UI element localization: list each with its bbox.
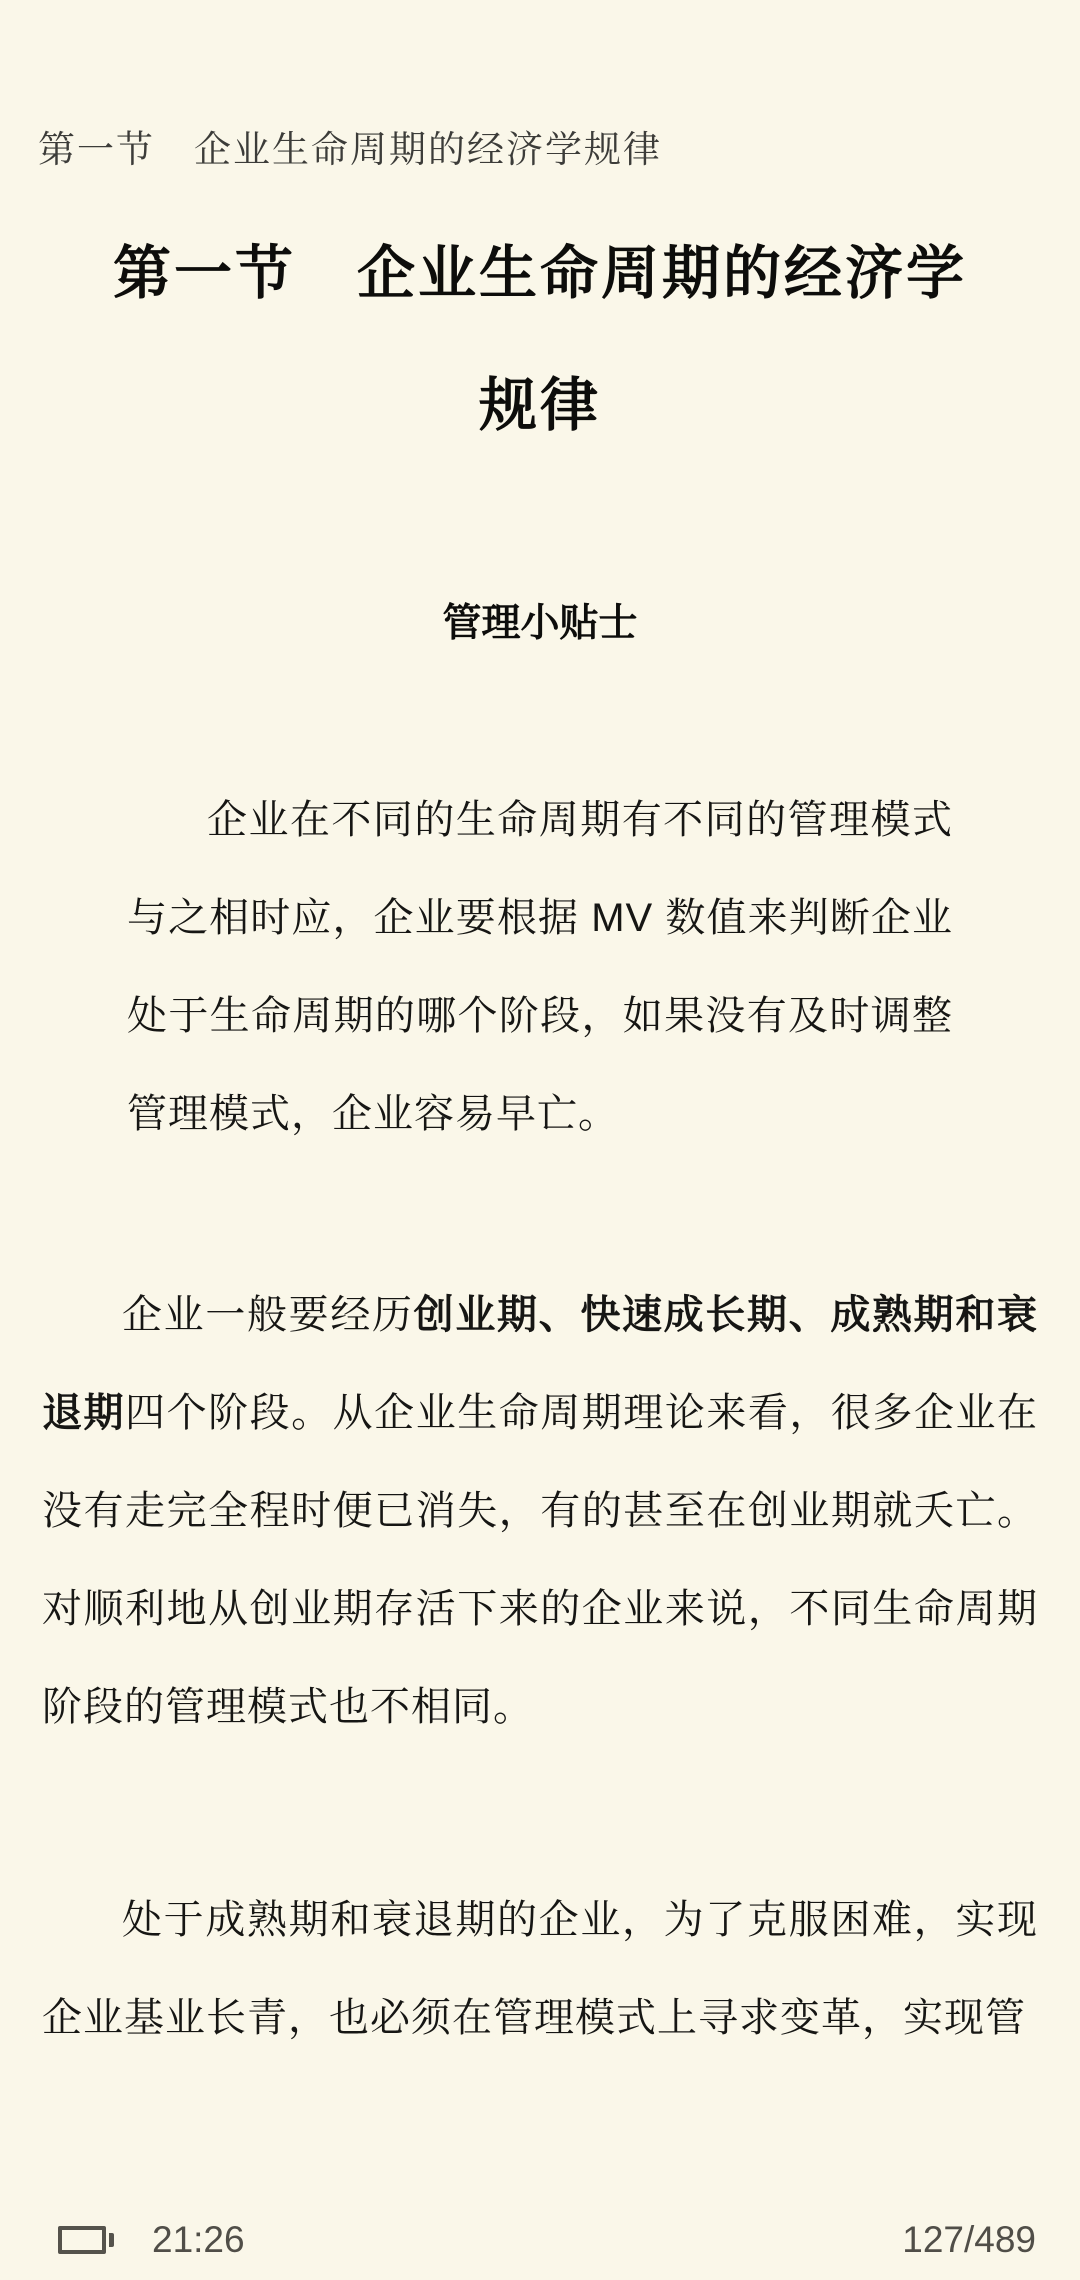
battery-icon [58,2226,114,2254]
chapter-header: 第一节 企业生命周期的经济学规律 [38,129,662,170]
clock-time: 21:26 [152,2219,245,2260]
text-run: 处于成熟期和衰退期的企业，为了克服困难，实现企业基业长青，也必须在管理模式上寻求变革，实现管 [42,1898,1038,2040]
battery-nub [109,2233,114,2247]
section-title-line-1: 第一节 企业生命周期的经济学 [112,241,967,306]
status-bar [58,2220,1036,2260]
text-run: 企业一般要经历 [122,1293,414,1337]
tip-heading: 管理小贴士 [442,602,638,645]
body-paragraph [42,1266,1038,1756]
battery-body [58,2226,106,2254]
text-run: 四个阶段。从企业生命周期理论来看，很多企业在没有走完全程时便已消失，有的甚至在创业期就夭亡。对顺利地从创业期存活下来的企业来说，不同生命周期阶段的管理模式也不相同。 [42,1391,1039,1729]
section-title-line-2: 规律 [478,373,601,438]
bold-text-run: 创业期、快速成长期、成熟期和衰退期 [42,1293,1039,1435]
page-indicator: 127/489 [902,2219,1036,2260]
tip-paragraph: 企业在不同的生命周期有不同的管理模式与之相时应，企业要根据 MV 数值来判断企业处于生命周期的哪个阶段，如果没有及时调整管理模式，企业容易早亡。 [127,798,953,1136]
section-title [0,208,1080,472]
body-paragraph [42,1871,1038,2067]
